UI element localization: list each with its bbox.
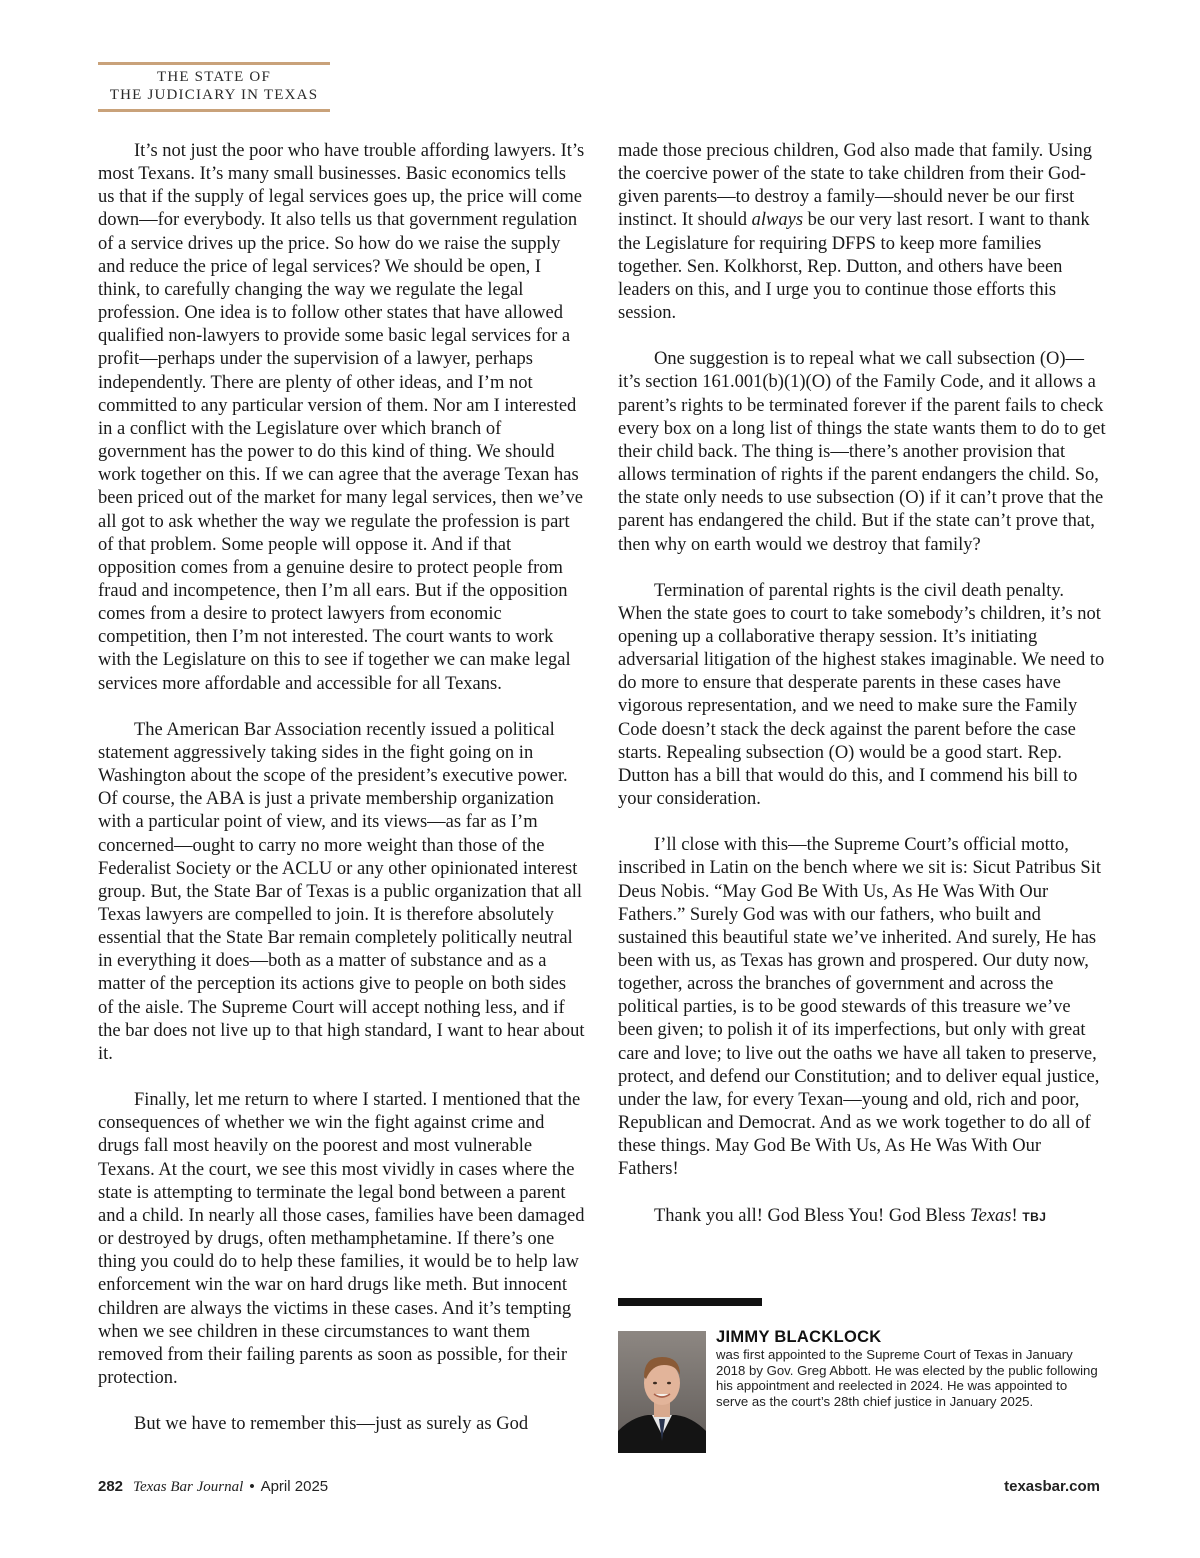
author-divider-bar <box>618 1298 762 1306</box>
right-paragraph-1-text-b: be our very last resort. I want to thank the Legislature for requiring DFPS to keep more families together. Sen. Kolkhorst, Rep. Dutton, and others have been leaders on this, and I urge you to continue those efforts this session. <box>618 210 1090 324</box>
right-paragraph-1-text-a: made those precious children, God also made that family. Using the coercive power of the state to take children from their God-given parents—to destroy a family—should never be our first instinct. It should <box>618 141 1093 231</box>
right-paragraph-4: I’ll close with this—the Supreme Court’s official motto, inscribed in Latin on the bench where we sit is: Sicut Patribus Sit Deus Nobis. “May God Be With Us, As He Was With Our Fathers.” Surely God was with our fathers, who built and sustained this beautiful state we’ve inherited. And surely, He has been with us, as Texas has grown and prospered. Our duty now, together, across the branches of government and across the political parties, is to be good stewards of this treasure we’ve been given; to polish it of its imperfections, but only with great care and love; to live out the oaths we have all taken to preserve, protect, and defend our Constitution; and to deliver equal justice, under the law, for every Texan—young and old, rich and poor, Republican and Democrat. And as we work together to do all of these things. May God Be With Us, As He Was With Our Fathers! <box>618 835 1101 1180</box>
section-header-badge <box>98 62 330 112</box>
left-column <box>98 140 586 1459</box>
page-number: 282 <box>98 1478 124 1495</box>
closing-text-b: ! <box>1011 1205 1018 1226</box>
author-name: JIMMY BLACKLOCK <box>716 1328 882 1346</box>
closing-text-a: Thank you all! God Bless You! God Bless <box>654 1205 971 1226</box>
header-rule-top <box>98 62 330 65</box>
right-paragraph-3: Termination of parental rights is the civil death penalty. When the state goes to court to take somebody’s children, it’s not opening up a collaborative therapy session. It’s initiating adversarial litigation of the highest stakes imaginable. We need to do more to ensure that desperate parents in these cases have vigorous representation, and we need to make sure the Family Code doesn’t stack the deck against the parent before the case starts. Repealing subsection (O) would be a good start. Rep. Dutton has a bill that would do this, and I commend his bill to your consideration. <box>618 580 1105 810</box>
website-link[interactable]: texasbar.com <box>1004 1478 1100 1495</box>
left-paragraph-2: The American Bar Association recently issued a political statement aggressively taking sides in the fight going on in Washington about the scope of the president’s executive power. Of course, the ABA is just a private membership organization with a particular point of view, and its views—as far as I’m concerned—ought to carry no more weight than those of the Federalist Society or the ACLU or any other opinionated interest group. But, the State Bar of Texas is a public organization that all Texas lawyers are compelled to join. It is therefore absolutely essential that the State Bar remain completely politically neutral in everything it does—both as a matter of substance and as a matter of the perception its actions give to people on both sides of the aisle. The Supreme Court will accept nothing less, and if the bar does not live up to that high standard, I want to hear about it. <box>98 719 585 1064</box>
right-paragraph-1-emphasis: always <box>751 210 804 231</box>
closing-emphasis: Texas <box>970 1205 1012 1226</box>
header-rule-bottom <box>98 109 330 112</box>
footer-separator: • <box>249 1478 255 1495</box>
author-photo <box>618 1331 706 1453</box>
left-paragraph-1: It’s not just the poor who have trouble affording lawyers. It’s most Texans. It’s many small businesses. Basic economics tells us that if the supply of legal services goes up, the price will come down—for everybody. It also tells us that government regulation of a service drives up the price. So how do we raise the supply and reduce the price of legal services? We should be open, I think, to carefully changing the way we regulate the legal profession. One idea is to follow other states that have allowed qualified non-lawyers to provide some basic legal services for a profit—perhaps under the supervision of a lawyer, perhaps independently. There are plenty of other ideas, and I’m not committed to any particular version of them. Nor am I interested in a conflict with the Legislature over which branch of government has the power to do this kind of thing. We should work together on this. If we can agree that the average Texan has been priced out of the market for many legal services, then we’ve all got to ask whether the way we regulate the profession is part of that problem. Some people will oppose it. And if that opposition comes from a genuine desire to protect people from fraud and incompetence, then I’m all ears. But if the opposition comes from a desire to protect lawyers from economic competition, then I’m not interested. The court wants to work with the Legislature on this to see if together we can make legal services more affordable and accessible for all Texans. <box>98 141 585 694</box>
journal-name: Texas Bar Journal <box>133 1479 244 1495</box>
right-column <box>618 140 1106 1252</box>
right-paragraph-2: One suggestion is to repeal what we call subsection (O)—it’s section 161.001(b)(1)(O) of the Family Code, and it allows a parent’s rights to be terminated forever if the parent fails to check every box on a long list of things the state wants them to do to get their child back. The thing is—there’s another provision that allows termination of rights if the parent endangers the child. So, the state only needs to use subsection (O) if it can’t prove that the parent has endangered the child. But if the state can’t prove that, then why on earth would we destroy that family? <box>618 349 1106 555</box>
right-paragraph-1 <box>618 140 1106 325</box>
issue-date: April 2025 <box>260 1478 329 1495</box>
left-paragraph-3: Finally, let me return to where I started. I mentioned that the consequences of whether we win the fight against crime and drugs fall most heavily on the poorest and most vulnerable Texans. At the court, we see this most vividly in cases where the state is attempting to terminate the legal bond between a parent and a child. In nearly all those cases, families have been damaged or destroyed by drugs, often methamphetamine. If there’s one thing you could do to help these families, it would be to help law enforcement win the war on hard drugs like meth. But innocent children are always the victims in these cases. And it’s tempting when we see children in these circumstances to want them removed from their failing parents as soon as possible, for their protection. <box>98 1090 585 1388</box>
author-bio: was first appointed to the Supreme Court of Texas in January 2018 by Gov. Greg Abbott. He was elected by the public following his appointment and reelected in 2024. He was appointed to serve as the court’s 28th chief justice in January 2025. <box>716 1347 1098 1409</box>
header-line-2: THE JUDICIARY IN TEXAS <box>109 87 319 103</box>
tbj-end-mark: TBJ <box>1022 1209 1047 1224</box>
author-portrait-icon <box>618 1331 706 1453</box>
right-paragraph-5 <box>618 1205 1106 1229</box>
header-line-1: THE STATE OF <box>156 69 272 85</box>
footer-left <box>98 1478 328 1496</box>
left-paragraph-4: But we have to remember this—just as surely as God <box>134 1414 529 1435</box>
